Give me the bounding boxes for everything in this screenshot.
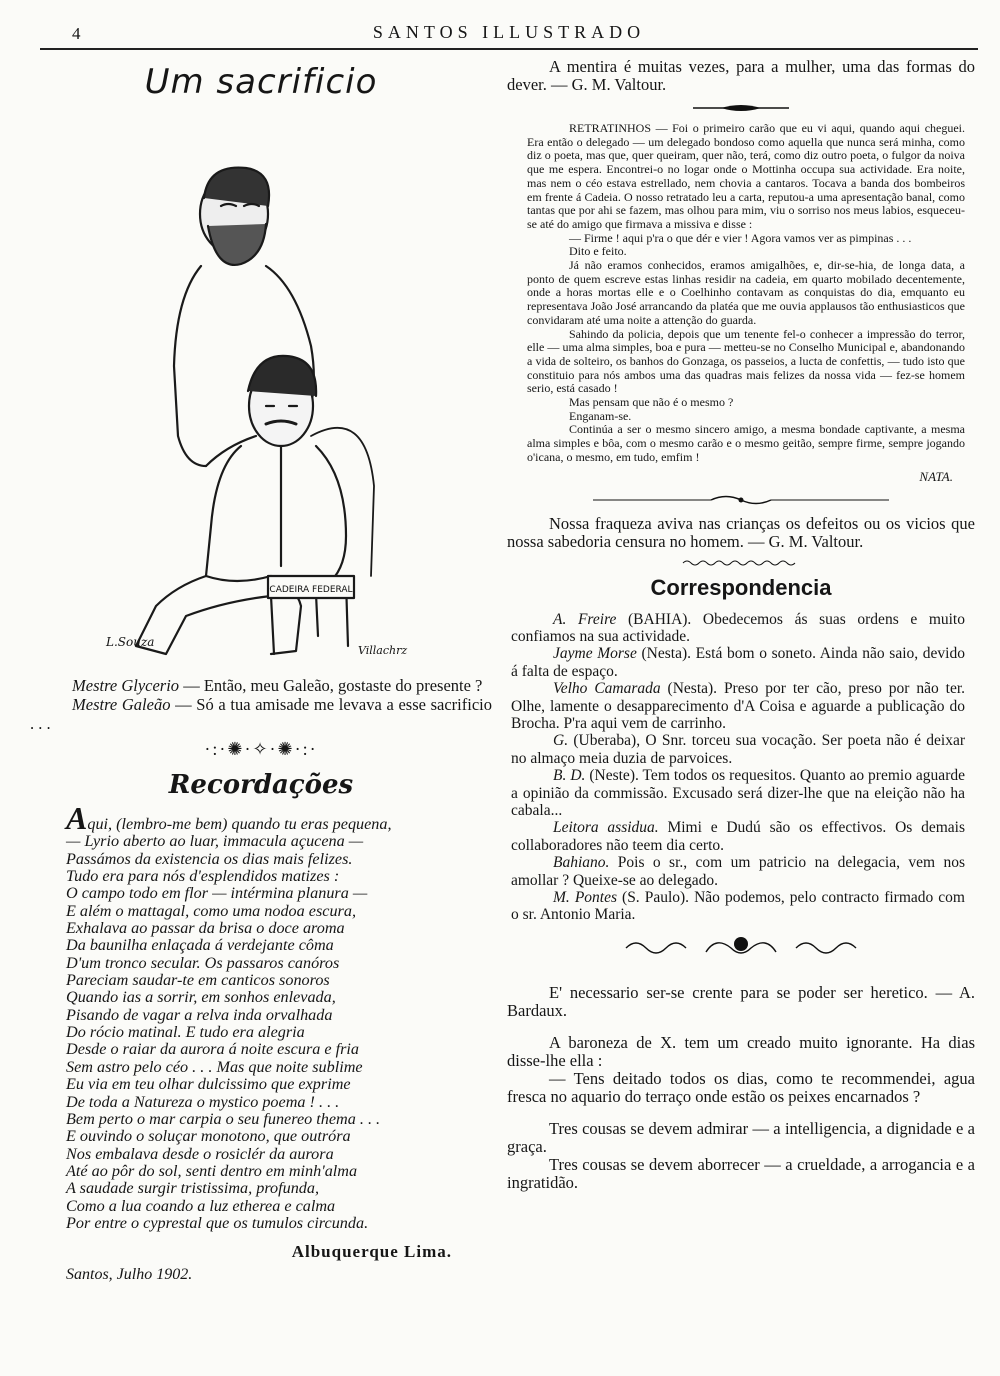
correspondence-list — [511, 611, 965, 924]
poem-line: D'um tronco secular. Os passaros canóros — [66, 953, 340, 972]
poem-line: Tudo era para nós d'esplendidos matizes : — [66, 867, 340, 886]
poem-line: Da baunilha enlaçada á verdejante côma — [66, 936, 334, 955]
correspondence-item: A. Freire (BAHIA). Obedecemos ás suas ordens e muito confiamos na sua actividade. — [511, 610, 965, 645]
right-column — [507, 58, 975, 1192]
correspondence-item: Leitora assidua. Mimi e Dudú são os effectivos. Os demais collaboradores não teem dia certo. — [511, 819, 966, 854]
anecdote-paragraph: — Tens deitado todos os dias, como te recommendei, agua fresca no aquario do terraço onde estão os peixes encarnados ? — [507, 1068, 975, 1106]
article-paragraph: Continúa a ser o mesmo sincero amigo, a mesma bondade captivante, a mesma alma simples e bôa, com o mesmo carão e o mesmo geitão, sempre firme, sempre jogando o'icana, o mesmo, em tudo, emfim ! — [527, 422, 965, 464]
signature-left: L.Souza — [106, 635, 155, 649]
spacer — [507, 1020, 975, 1034]
poem-title: Recordações — [168, 770, 354, 800]
page-number: 4 — [72, 24, 81, 43]
masthead: SANTOS ILLUSTRADO — [372, 22, 646, 42]
anecdote-paragraph: A baroneza de X. tem um creado muito ignorante. Ha dias disse-lhe ella : — [507, 1032, 975, 1070]
poem-line: Desde o raiar da aurora á noite escura e fria — [66, 1040, 360, 1059]
poem — [66, 800, 496, 1232]
article-paragraph: Já não eramos conhecidos, eramos amigalhões, e, dir-se-hia, de longa data, a ponto de quem escreve estas linhas residir na cadeia, em quarto mobilado decentemente, onde a horas mortas elle e o Coelhinho contavam as conquistas do dia, emquanto eu representava João José arrancando da platéa que me ouvia applausos tão enthusiasticos que convidaram até uma noite a attenção do guarda. — [527, 258, 965, 327]
poem-line: Sem astro pelo céo . . . Mas que noite sublime — [66, 1057, 363, 1076]
article-paragraph: — Firme ! aqui p'ra o que dér e vier ! Agora vamos ver as pimpinas . . . — [569, 230, 912, 245]
correspondence-item: Jayme Morse (Nesta). Está bom o soneto. Ainda não saio, devido á falta de espaço. — [511, 645, 965, 680]
divider-rule — [691, 102, 791, 114]
correspondence-item: B. D. (Neste). Tem todos os requesitos. Quanto ao premio aguarde a opinião da commissão. Excusado será dizer-lhe que na eleição não ha cabala... — [511, 767, 965, 820]
poem-dropcap: A — [66, 800, 88, 836]
correspondence-item: G. (Uberaba), O Snr. torceu sua vocação. Ser poeta não é deixar no almaço meia duzia de parvoices. — [511, 732, 965, 767]
poem-line: Quando ias a sorrir, em sonhos enlevada, — [66, 988, 336, 1007]
poem-line: Nos embalava desde o rosiclér da aurora — [66, 1144, 334, 1163]
article-paragraph: Enganam-se. — [569, 408, 632, 423]
left-column — [26, 58, 496, 1284]
correspondence-item: M. Pontes (S. Paulo). Não podemos, pelo contracto firmado com o sr. Antonio Maria. — [511, 889, 965, 924]
poem-line: Passámos da existencia os dias mais felizes. — [66, 849, 353, 868]
retratinhos-article — [527, 122, 965, 465]
divider-flourish — [591, 493, 891, 507]
signature-right: Villachrz — [358, 644, 408, 657]
chair-label: CADEIRA FEDERAL — [269, 585, 353, 595]
quote-text: A mentira é muitas vezes, para a mulher, uma das formas do dever. — G. M. Valtour. — [507, 57, 975, 94]
poem-place-date: Santos, Julho 1902. — [66, 1266, 193, 1284]
page-header — [40, 22, 978, 50]
divider-wave — [681, 559, 801, 567]
poem-line: E além o mattagal, como uma nodoa escura, — [66, 901, 356, 920]
quote-bardaux — [507, 984, 975, 1020]
poem-line: Pisando de vagar a relva inda orvalhada — [66, 1005, 333, 1024]
quote-valtour-1 — [507, 58, 975, 94]
ornament-divider: ·:·✺·✧·✺·:· — [204, 739, 318, 759]
maxims — [507, 1120, 975, 1192]
poem-line: Por entre o cyprestal que os tumulos circunda. — [66, 1213, 369, 1232]
poem-line: De toda a Natureza o mystico poema ! . . . — [66, 1092, 340, 1111]
article-paragraph: Sahindo da policia, depois que um tenente fel-o conhecer a impressão do terror, elle — uma alma simples, boa e pura — metteu-se no Conselho Municipal e, abandonando a vida de solteiro, os banhos do Gonzaga, os passeios, a lucta de confettis, — tudo isto que constituio para nós ambos uma das quadras mais felizes da nossa vida — fez-se homem serio, está casado ! — [527, 326, 965, 396]
anecdote — [507, 1034, 975, 1106]
poem-line: — Lyrio aberto ao luar, immacula açucena — — [66, 832, 364, 851]
divider-scroll-ornament — [616, 932, 866, 962]
article-signature: NATA. — [919, 468, 953, 484]
poem-line: A saudade surgir tristissima, profunda, — [66, 1179, 320, 1198]
poem-line: Aqui, (lembro-me bem) quando tu eras pequena, — [66, 800, 392, 836]
maxim: Tres cousas se devem admirar — a intelligencia, a dignidade e a graça. — [507, 1118, 975, 1156]
spacer — [507, 1106, 975, 1120]
correspondence-item: Velho Camarada (Nesta). Preso por ter cão, preso por não ter. Olhe, lamente o desapparecimento d'A Coisa e aguarde a publicação do Brocha. P'ra aqui vem de carrinho. — [511, 680, 966, 733]
quote-valtour-2 — [507, 515, 975, 551]
article-paragraph: Dito e feito. — [569, 244, 627, 259]
cartoon-title: Um sacrificio — [144, 62, 378, 102]
poem-line: E ouvindo o soluçar monotono, que outróra — [66, 1127, 351, 1146]
poem-line: Exhalava ao passar da brisa o doce aroma — [66, 919, 345, 938]
caption-line: Mestre Glycerio — Então, meu Galeão, gostaste do presente ? — [72, 676, 483, 695]
correspondence-item: Bahiano. Pois o sr., com um patricio na delegacia, vem nos amollar ? Queixe-se ao delegado. — [511, 854, 965, 889]
poem-line: O campo todo em flor — intérmina planura — — [66, 884, 368, 903]
poem-line: Bem perto o mar carpia o seu funereo thema . . . — [66, 1109, 381, 1128]
poem-line: Do rócio matinal. E tudo era alegria — [66, 1023, 305, 1042]
article-paragraph: RETRATINHOS — Foi o primeiro carão que eu vi aqui, quando aqui cheguei. Era então o delegado — um delegado bondoso como aquella que nunca será minha, como diz o poeta, mas que, quer queiram, quer não, terá, como diz outro poeta, o fulgor da noiva que me espera. Encontrei-o no logar onde o Mottinha occupa sua actividade. Era noite, mas nem o céo estava estrellado, nem chovia a cantaros. Tocava a banda dos bombeiros em frente á Cadeia. O nosso retratado leu a carta, reputou-a uma apresentação banal, como tantas que por ahi se fazem, mas olhou para mim, viu o sorriso nos meus labios, esqueceu-se até do amigo que firmava a missiva e disse : — [527, 121, 965, 231]
article-paragraph: Mas pensam que não é o mesmo ? — [569, 395, 734, 410]
poem-line: Como a lua coando a luz etherea e calma — [66, 1196, 336, 1215]
correspondence-title: Correspondencia — [650, 574, 832, 600]
poem-line: Até ao pôr do sol, senti dentro em minh'alma — [66, 1161, 358, 1180]
cartoon-caption — [30, 676, 492, 733]
quote-text: Nossa fraqueza aviva nas crianças os defeitos ou os vicios que nossa sabedoria censura no homem. — G. M. Valtour. — [507, 513, 975, 551]
maxim: Tres cousas se devem aborrecer — a crueldade, a arrogancia e a ingratidão. — [507, 1154, 975, 1192]
caption-line: Mestre Galeão — Só a tua amisade me levava a esse sacrificio . . . — [30, 695, 492, 733]
quote-text: E' necessario ser-se crente para se poder ser heretico. — A. Bardaux. — [507, 982, 975, 1020]
caricature-illustration — [96, 106, 426, 666]
spacer — [507, 970, 975, 984]
poem-author: Albuquerque Lima. — [291, 1242, 452, 1262]
poem-line: Pareciam saudar-te em canticos sonoros — [66, 971, 330, 990]
poem-line: Eu via em teu olhar dulcissimo que exprime — [66, 1075, 351, 1094]
